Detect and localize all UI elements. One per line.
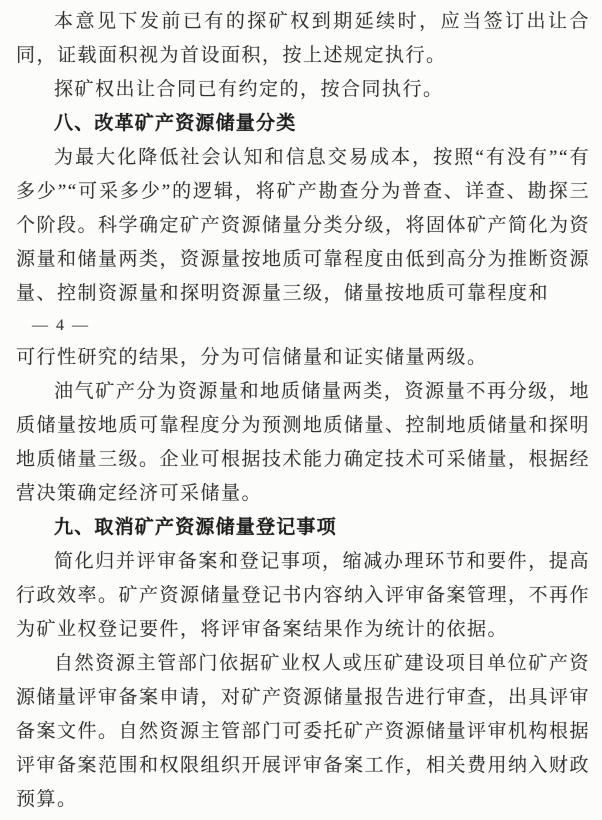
paragraph-feasibility-continuation: 可行性研究的结果，分为可信储量和证实储量两级。 [16,347,488,368]
paragraph-contract-already-agreed: 探矿权出让合同已有约定的，按合同执行。 [54,79,444,100]
paragraph-oil-gas-reserves: 油气矿产分为资源量和地质储量两类，资源量不再分级，地质储量按地质可靠程度分为预测地质储量、控制地质储量和探明地质储量三级。企业可根据技术能力确定技术可采储量，根据经营决策确定经济可采储量。 [16,381,591,504]
section-heading-cancel-reserve-registration: 九、取消矿产资源储量登记事项 [54,517,337,538]
paragraph-classification-logic: 为最大化降低社会认知和信息交易成本，按照“有没有”“有多少”“可采多少”的逻辑，将矿产勘查分为普查、详查、勘探三个阶段。科学确定矿产资源储量分类分级，将固体矿产简化为资源量和储量两类，资源量按地质可靠程度由低到高分为推断资源量、控制资源量和探明资源量三级，储量按地质可靠程度和 [16,147,591,304]
paragraph-exploration-right-renewal: 本意见下发前已有的探矿权到期延续时，应当签订出让合同，证载面积视为首设面积，按上述规定执行。 [16,11,590,66]
paragraph-simplify-review-filing: 简化归并评审备案和登记事项，缩减办理环节和要件，提高行政效率。矿产资源储量登记书内容纳入评审备案管理，不再作为矿业权登记要件，将评审备案结果作为统计的依据。 [16,551,591,640]
section-heading-reform-reserve-classification: 八、改革矿产资源储量分类 [54,113,297,134]
page-number: — 4 — [32,317,90,334]
paragraph-authority-review-filing: 自然资源主管部门依据矿业权人或压矿建设项目单位矿产资源储量评审备案申请，对矿产资源储量报告进行审查，出具评审备案文件。自然资源主管部门可委托矿产资源储量评审机构根据评审备案范围和权限组织开展评审备案工作，相关费用纳入财政预算。 [16,653,591,810]
